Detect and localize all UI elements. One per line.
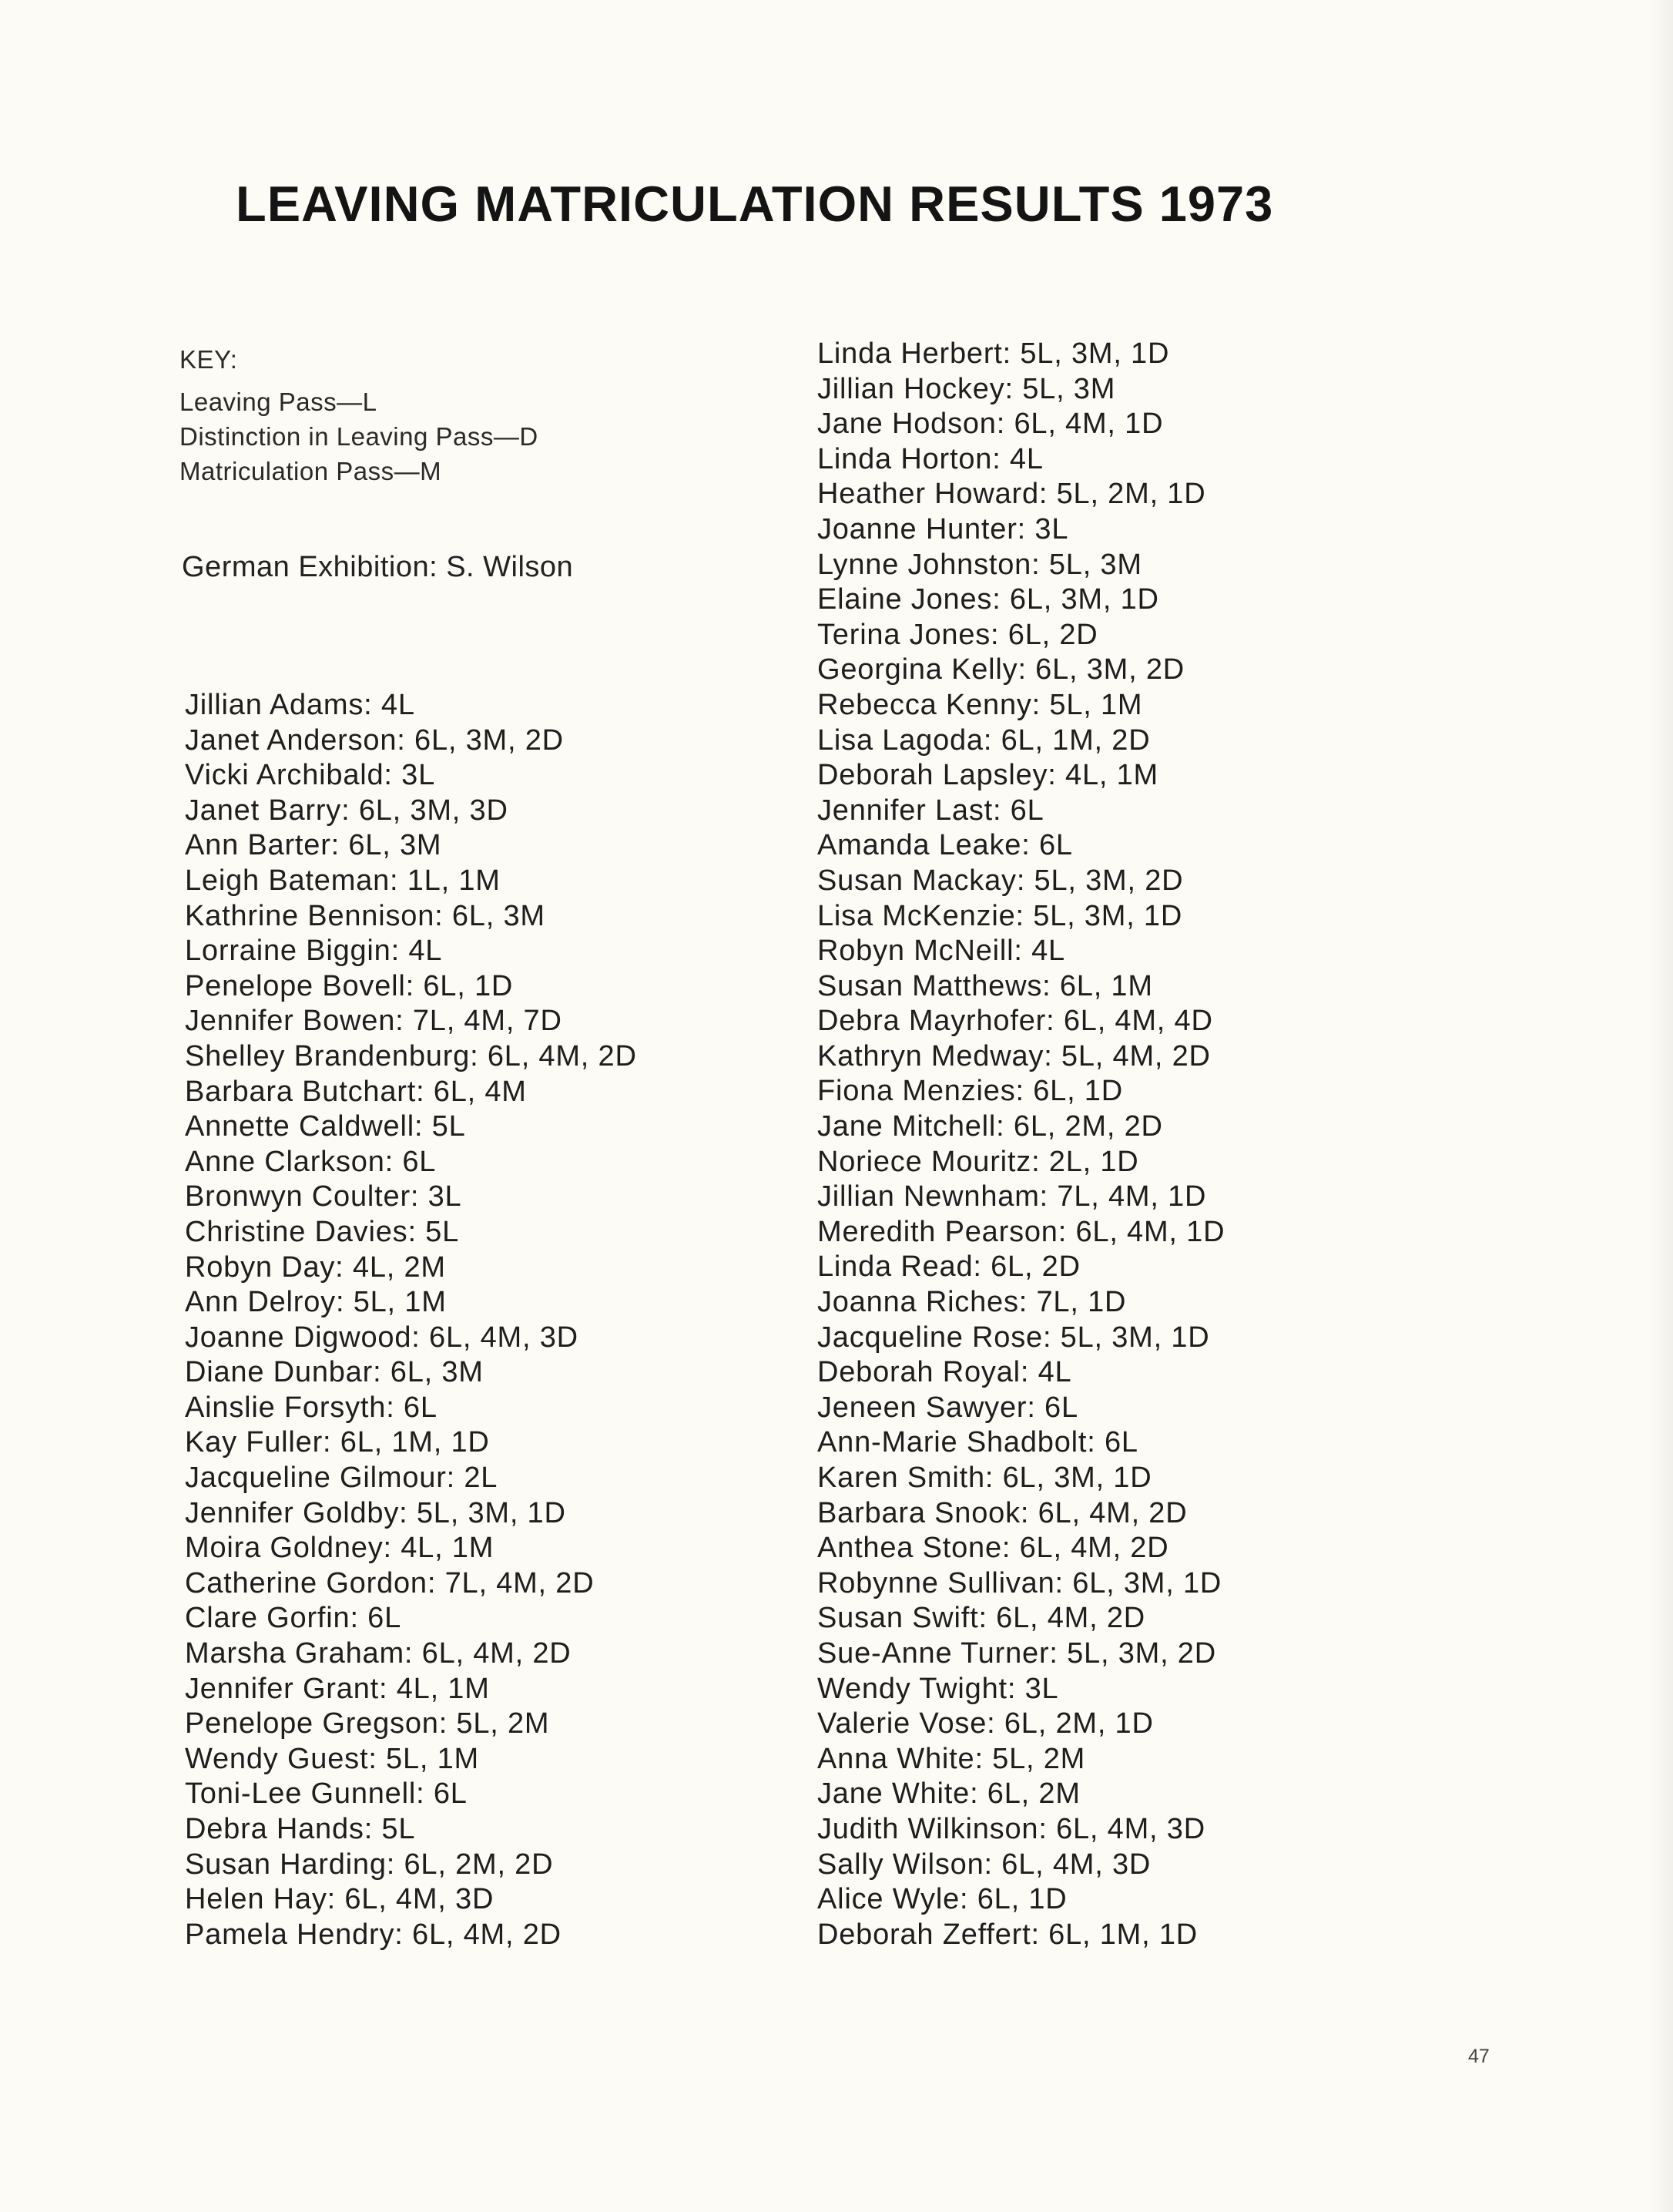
result-entry: Jillian Hockey: 5L, 3M xyxy=(817,372,1116,405)
page-number: 47 xyxy=(1468,2046,1490,2067)
result-entry: Jennifer Grant: 4L, 1M xyxy=(185,1672,490,1705)
key-legend xyxy=(179,342,538,488)
result-entry: Ann Barter: 6L, 3M xyxy=(185,829,442,862)
result-entry: Terina Jones: 6L, 2D xyxy=(817,618,1098,651)
result-entry: Moira Goldney: 4L, 1M xyxy=(185,1532,495,1565)
result-entry: Karen Smith: 6L, 3M, 1D xyxy=(817,1462,1152,1494)
result-entry: Janet Barry: 6L, 3M, 3D xyxy=(185,794,508,827)
result-entry: Barbara Snook: 6L, 4M, 2D xyxy=(817,1496,1188,1529)
result-entry: Penelope Bovell: 6L, 1D xyxy=(185,969,514,1002)
result-entry: Ainslie Forsyth: 6L xyxy=(185,1391,438,1424)
result-entry: Robyn Day: 4L, 2M xyxy=(185,1250,446,1284)
result-entry: Toni-Lee Gunnell: 6L xyxy=(185,1777,468,1811)
result-entry: Janet Anderson: 6L, 3M, 2D xyxy=(185,723,564,757)
result-entry: Jennifer Goldby: 5L, 3M, 1D xyxy=(185,1496,566,1529)
result-entry: Debra Mayrhofer: 6L, 4M, 4D xyxy=(817,1005,1213,1038)
result-entry: Lorraine Biggin: 4L xyxy=(185,935,443,968)
key-item: Distinction in Leaving Pass—D xyxy=(179,422,538,451)
result-entry: Kathrine Bennison: 6L, 3M xyxy=(185,899,545,932)
result-entry: Joanna Riches: 7L, 1D xyxy=(817,1286,1127,1319)
result-entry: Joanne Hunter: 3L xyxy=(817,512,1069,545)
result-entry: Marsha Graham: 6L, 4M, 2D xyxy=(185,1637,572,1670)
key-heading: KEY: xyxy=(179,345,238,374)
result-entry: Linda Horton: 4L xyxy=(817,442,1044,475)
result-entry: Anne Clarkson: 6L xyxy=(185,1145,437,1178)
result-entry: Catherine Gordon: 7L, 4M, 2D xyxy=(185,1566,595,1599)
result-entry: Penelope Gregson: 5L, 2M xyxy=(185,1707,550,1740)
result-entry: Sally Wilson: 6L, 4M, 3D xyxy=(817,1848,1152,1881)
result-entry: Susan Swift: 6L, 4M, 2D xyxy=(817,1602,1146,1635)
result-entry: Linda Herbert: 5L, 3M, 1D xyxy=(817,337,1170,370)
page-title: LEAVING MATRICULATION RESULTS 1973 xyxy=(236,176,1274,232)
result-entry: Debra Hands: 5L xyxy=(185,1813,416,1845)
german-exhibition: German Exhibition: S. Wilson xyxy=(182,551,574,583)
result-entry: Meredith Pearson: 6L, 4M, 1D xyxy=(817,1215,1225,1248)
result-entry: Susan Mackay: 5L, 3M, 2D xyxy=(817,864,1184,897)
result-entry: Robynne Sullivan: 6L, 3M, 1D xyxy=(817,1566,1222,1599)
result-entry: Jennifer Bowen: 7L, 4M, 7D xyxy=(185,1005,562,1038)
result-entry: Linda Read: 6L, 2D xyxy=(817,1250,1081,1284)
result-entry: Lynne Johnston: 5L, 3M xyxy=(817,548,1142,581)
result-entry: Valerie Vose: 6L, 2M, 1D xyxy=(817,1707,1154,1740)
result-entry: Anna White: 5L, 2M xyxy=(817,1742,1086,1775)
results-list-left xyxy=(185,688,637,1952)
result-entry: Susan Harding: 6L, 2M, 2D xyxy=(185,1848,554,1881)
result-entry: Kay Fuller: 6L, 1M, 1D xyxy=(185,1426,490,1459)
result-entry: Anthea Stone: 6L, 4M, 2D xyxy=(817,1532,1169,1565)
result-entry: Deborah Royal: 4L xyxy=(817,1356,1072,1389)
result-entry: Jane Mitchell: 6L, 2M, 2D xyxy=(817,1110,1163,1143)
result-entry: Jane White: 6L, 2M xyxy=(817,1777,1081,1811)
result-entry: Alice Wyle: 6L, 1D xyxy=(817,1883,1068,1916)
result-entry: Jane Hodson: 6L, 4M, 1D xyxy=(817,408,1164,441)
result-entry: Rebecca Kenny: 5L, 1M xyxy=(817,688,1143,721)
result-entry: Bronwyn Coulter: 3L xyxy=(185,1180,462,1213)
result-entry: Diane Dunbar: 6L, 3M xyxy=(185,1356,484,1389)
result-entry: Sue-Anne Turner: 5L, 3M, 2D xyxy=(817,1636,1216,1670)
result-entry: Jacqueline Rose: 5L, 3M, 1D xyxy=(817,1321,1210,1354)
result-entry: Leigh Bateman: 1L, 1M xyxy=(185,864,501,897)
result-entry: Georgina Kelly: 6L, 3M, 2D xyxy=(817,653,1185,686)
result-entry: Elaine Jones: 6L, 3M, 1D xyxy=(817,583,1159,616)
result-entry: Annette Caldwell: 5L xyxy=(185,1110,466,1143)
key-items xyxy=(179,384,538,488)
result-entry: Helen Hay: 6L, 4M, 3D xyxy=(185,1883,495,1916)
result-entry: Kathryn Medway: 5L, 4M, 2D xyxy=(817,1039,1211,1072)
result-entry: Jillian Adams: 4L xyxy=(185,689,415,721)
result-entry: Clare Gorfin: 6L xyxy=(185,1602,402,1635)
key-item: Matriculation Pass—M xyxy=(179,457,442,485)
result-entry: Ann-Marie Shadbolt: 6L xyxy=(817,1426,1138,1459)
result-entry: Fiona Menzies: 6L, 1D xyxy=(817,1075,1123,1108)
result-entry: Vicki Archibald: 3L xyxy=(185,759,436,792)
result-entry: Noriece Mouritz: 2L, 1D xyxy=(817,1145,1139,1178)
result-entry: Joanne Digwood: 6L, 4M, 3D xyxy=(185,1321,578,1354)
result-entry: Susan Matthews: 6L, 1M xyxy=(817,969,1153,1002)
result-entry: Jillian Newnham: 7L, 4M, 1D xyxy=(817,1180,1207,1213)
result-entry: Jacqueline Gilmour: 2L xyxy=(185,1462,498,1495)
result-entry: Barbara Butchart: 6L, 4M xyxy=(185,1075,527,1108)
result-entry: Jennifer Last: 6L xyxy=(817,794,1044,827)
result-entry: Judith Wilkinson: 6L, 4M, 3D xyxy=(817,1812,1205,1845)
result-entry: Deborah Zeffert: 6L, 1M, 1D xyxy=(817,1918,1199,1951)
result-entry: Heather Howard: 5L, 2M, 1D xyxy=(817,478,1206,511)
result-entry: Wendy Guest: 5L, 1M xyxy=(185,1742,480,1775)
page-edge-shadow xyxy=(1650,0,1673,2212)
result-entry: Amanda Leake: 6L xyxy=(817,829,1073,862)
result-entry: Lisa McKenzie: 5L, 3M, 1D xyxy=(817,899,1183,932)
result-entry: Shelley Brandenburg: 6L, 4M, 2D xyxy=(185,1039,637,1072)
result-entry: Christine Davies: 5L xyxy=(185,1215,460,1248)
result-entry: Robyn McNeill: 4L xyxy=(817,935,1065,968)
result-entry: Lisa Lagoda: 6L, 1M, 2D xyxy=(817,723,1151,757)
result-entry: Deborah Lapsley: 4L, 1M xyxy=(817,759,1158,792)
result-entry: Wendy Twight: 3L xyxy=(817,1672,1059,1705)
result-entry: Ann Delroy: 5L, 1M xyxy=(185,1286,447,1319)
results-list-right xyxy=(817,337,1225,1952)
key-item: Leaving Pass—L xyxy=(179,388,377,416)
result-entry: Pamela Hendry: 6L, 4M, 2D xyxy=(185,1918,562,1951)
result-entry: Jeneen Sawyer: 6L xyxy=(817,1391,1078,1424)
